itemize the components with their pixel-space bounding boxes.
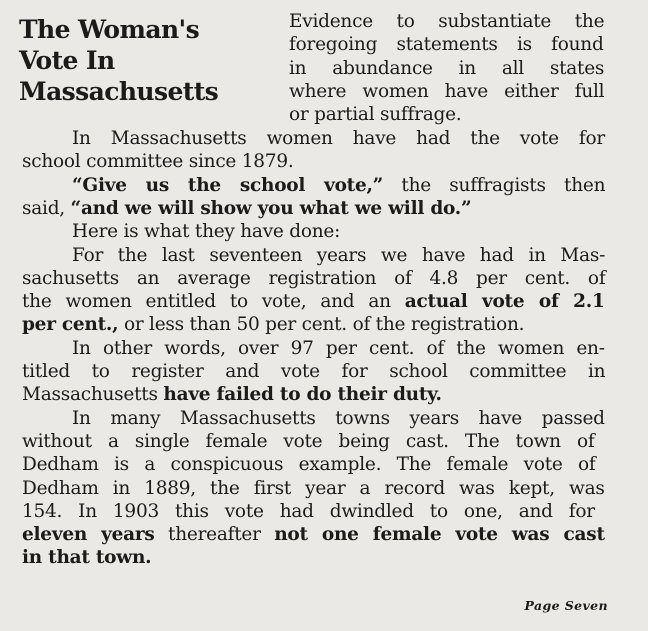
heading-line: Vote In	[19, 46, 115, 75]
body-text: titled to register and vote for school committee in	[22, 361, 606, 382]
emphasis-text: “and we will show you what we will do.”	[70, 197, 472, 219]
body-text: the women entitled to vote, and an	[22, 291, 405, 313]
body-text: Here is what they have done:	[72, 221, 341, 243]
body-line	[22, 477, 605, 500]
body-line	[22, 360, 605, 383]
body-line	[22, 150, 293, 173]
body-line	[72, 127, 605, 150]
body-line	[22, 523, 605, 546]
emphasis-text: not one female vote was cast	[274, 524, 605, 546]
body-line	[22, 313, 524, 336]
page-number: Page Seven	[524, 598, 608, 613]
body-line	[72, 407, 605, 430]
emphasis-text: per cent.,	[22, 314, 119, 336]
emphasis-text: eleven years	[22, 524, 155, 546]
body-line	[22, 500, 595, 523]
body-text: In Massachusetts women have had the vote for	[72, 128, 605, 149]
body-text: school committee since 1879.	[22, 151, 294, 173]
body-text: without a single female vote being cast. The town of	[22, 430, 595, 452]
emphasis-text: have failed to do their duty.	[163, 384, 442, 406]
body-line	[72, 337, 605, 360]
article-heading	[19, 14, 279, 107]
body-line	[72, 174, 605, 197]
body-line	[22, 453, 596, 476]
intro-line: or partial suffrage.	[289, 104, 462, 126]
body-line	[22, 197, 471, 220]
body-text: In other words, over 97 per cent. of the women en-	[72, 337, 605, 359]
heading-line: Massachusetts	[19, 77, 219, 106]
body-text: In many Massachusetts towns years have passed	[72, 407, 605, 429]
body-text: 154. In 1903 this vote had dwindled to one, and for	[22, 500, 595, 522]
emphasis-text: in that town.	[22, 547, 152, 569]
body-text: Massachusetts	[22, 384, 164, 406]
body-text: the suffragists then	[383, 174, 606, 196]
body-line	[22, 290, 605, 313]
body-text: thereafter	[154, 524, 275, 546]
body-line	[72, 220, 340, 243]
body-text: or less than 50 per cent. of the registration.	[118, 314, 525, 336]
intro-line: in abundance in all states	[289, 57, 605, 79]
body-text: Dedham in 1889, the first year a record was kept, was	[22, 477, 605, 499]
body-text: sachusetts an average registration of 4.8 per cent. of	[22, 267, 606, 289]
body-line	[22, 430, 594, 453]
body-line	[22, 546, 151, 569]
body-line	[22, 267, 605, 290]
emphasis-text: actual vote of 2.1	[404, 291, 605, 313]
heading-line: The Woman's	[19, 15, 200, 44]
intro-line: where women have either full	[289, 80, 605, 102]
emphasis-text: “Give us the school vote,”	[72, 174, 384, 196]
body-line	[22, 383, 442, 406]
body-text: Dedham is a conspicuous example. The female vote of	[22, 454, 596, 476]
body-text: For the last seventeen years we have had in Mas-	[72, 244, 606, 266]
body-text: said,	[22, 197, 71, 219]
body-line	[72, 244, 605, 267]
intro-line: foregoing statements is found	[289, 34, 604, 56]
intro-line: Evidence to substantiate the	[289, 11, 605, 32]
